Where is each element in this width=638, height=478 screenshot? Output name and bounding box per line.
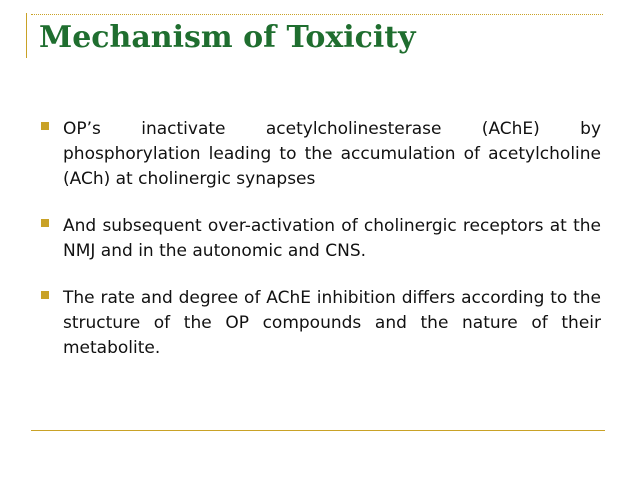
bullet-text: OP’s inactivate acetylcholinesterase (AChE) by phosphorylation leading to the accumulation of acetylcholine (ACh) at cholinergic synapses (63, 119, 601, 189)
square-bullet-icon (41, 291, 49, 299)
bullet-item (41, 214, 601, 264)
bottom-divider (31, 430, 605, 431)
bullet-item (41, 286, 601, 361)
square-bullet-icon (41, 219, 49, 227)
bullet-text: The rate and degree of AChE inhibition differs according to the structure of the OP compounds and the nature of their metabolite. (63, 288, 601, 358)
left-accent-bar (26, 13, 27, 58)
square-bullet-icon (41, 122, 49, 130)
bullet-list (41, 117, 601, 383)
top-divider (31, 14, 603, 15)
bullet-text: And subsequent over-activation of cholinergic receptors at the NMJ and in the autonomic and CNS. (63, 216, 601, 261)
slide-title: Mechanism of Toxicity (39, 20, 416, 55)
bullet-item (41, 117, 601, 192)
